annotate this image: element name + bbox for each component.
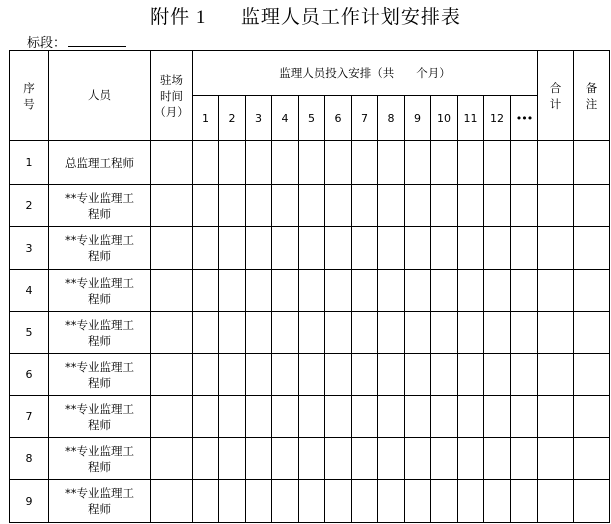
row-seq: 6 xyxy=(10,354,49,396)
row-seq: 8 xyxy=(10,438,49,480)
row-role: **专业监理工 程师 xyxy=(49,312,151,354)
row-cell xyxy=(151,312,193,354)
row-cell xyxy=(325,185,352,227)
row-cell xyxy=(378,312,405,354)
header-remark: 备 注 xyxy=(574,51,610,141)
row-cell xyxy=(193,438,219,480)
table-row xyxy=(10,141,610,185)
month-header-13: ••• xyxy=(511,96,538,141)
row-cell xyxy=(299,185,325,227)
row-cell xyxy=(325,480,352,523)
row-cell xyxy=(272,227,299,270)
header-seq: 序 号 xyxy=(10,51,49,141)
header-schedule xyxy=(193,51,538,96)
row-cell xyxy=(378,396,405,438)
section-label: 标段： xyxy=(27,35,67,50)
row-cell xyxy=(538,312,574,354)
month-header-8: 8 xyxy=(378,96,405,141)
staff-plan-table xyxy=(9,50,610,523)
row-cell xyxy=(151,480,193,523)
row-cell xyxy=(484,480,511,523)
row-cell xyxy=(246,312,272,354)
row-cell xyxy=(193,312,219,354)
row-cell xyxy=(151,270,193,312)
table-row xyxy=(10,227,610,270)
row-role: **专业监理工 程师 xyxy=(49,227,151,270)
row-cell xyxy=(325,354,352,396)
row-cell xyxy=(325,312,352,354)
row-cell xyxy=(272,312,299,354)
header-row-1 xyxy=(10,51,610,96)
month-header-2: 2 xyxy=(219,96,246,141)
row-cell xyxy=(378,354,405,396)
row-cell xyxy=(405,185,431,227)
row-role: **专业监理工 程师 xyxy=(49,185,151,227)
row-cell xyxy=(511,480,538,523)
row-cell xyxy=(193,480,219,523)
row-cell xyxy=(352,396,378,438)
row-cell xyxy=(484,185,511,227)
row-cell xyxy=(193,270,219,312)
row-cell xyxy=(219,141,246,185)
table-row xyxy=(10,480,610,523)
row-cell xyxy=(352,270,378,312)
row-cell xyxy=(431,141,458,185)
row-cell xyxy=(538,438,574,480)
row-cell xyxy=(299,227,325,270)
row-cell xyxy=(405,227,431,270)
row-cell xyxy=(458,227,484,270)
row-cell xyxy=(246,270,272,312)
row-cell xyxy=(538,141,574,185)
row-cell xyxy=(219,312,246,354)
row-cell xyxy=(325,141,352,185)
row-cell xyxy=(325,438,352,480)
section-label-line xyxy=(27,32,126,51)
row-cell xyxy=(299,270,325,312)
row-cell xyxy=(193,354,219,396)
row-cell xyxy=(352,185,378,227)
row-cell xyxy=(431,227,458,270)
row-cell xyxy=(574,396,610,438)
month-header-12: 12 xyxy=(484,96,511,141)
row-cell xyxy=(431,480,458,523)
row-cell xyxy=(193,141,219,185)
row-cell xyxy=(538,396,574,438)
row-cell xyxy=(246,354,272,396)
row-role: **专业监理工 程师 xyxy=(49,354,151,396)
row-cell xyxy=(405,270,431,312)
row-cell xyxy=(405,354,431,396)
row-cell xyxy=(458,480,484,523)
row-cell xyxy=(246,227,272,270)
row-cell xyxy=(193,396,219,438)
row-seq: 2 xyxy=(10,185,49,227)
month-header-4: 4 xyxy=(272,96,299,141)
row-cell xyxy=(378,480,405,523)
month-header-9: 9 xyxy=(405,96,431,141)
row-seq: 1 xyxy=(10,141,49,185)
table-row xyxy=(10,354,610,396)
row-cell xyxy=(352,438,378,480)
row-cell xyxy=(511,396,538,438)
row-cell xyxy=(405,480,431,523)
row-seq: 5 xyxy=(10,312,49,354)
row-cell xyxy=(219,438,246,480)
month-header-5: 5 xyxy=(299,96,325,141)
row-cell xyxy=(272,438,299,480)
row-cell xyxy=(272,185,299,227)
month-header-1: 1 xyxy=(193,96,219,141)
row-cell xyxy=(538,185,574,227)
row-cell xyxy=(272,396,299,438)
row-role: **专业监理工 程师 xyxy=(49,438,151,480)
row-cell xyxy=(299,354,325,396)
row-cell xyxy=(431,354,458,396)
header-onsite-time: 驻场 时间 （月） xyxy=(151,51,193,141)
row-cell xyxy=(246,185,272,227)
row-cell xyxy=(325,227,352,270)
row-cell xyxy=(151,396,193,438)
row-cell xyxy=(405,438,431,480)
table-row xyxy=(10,312,610,354)
row-cell xyxy=(574,141,610,185)
row-cell xyxy=(299,312,325,354)
row-cell xyxy=(219,270,246,312)
row-seq: 3 xyxy=(10,227,49,270)
row-cell xyxy=(325,396,352,438)
table-row xyxy=(10,270,610,312)
row-cell xyxy=(431,185,458,227)
row-cell xyxy=(511,141,538,185)
row-cell xyxy=(219,185,246,227)
row-cell xyxy=(219,480,246,523)
row-cell xyxy=(272,141,299,185)
row-cell xyxy=(325,270,352,312)
row-role: **专业监理工 程师 xyxy=(49,396,151,438)
row-cell xyxy=(151,354,193,396)
row-cell xyxy=(378,438,405,480)
row-cell xyxy=(352,141,378,185)
row-cell xyxy=(458,185,484,227)
row-cell xyxy=(574,270,610,312)
table-row xyxy=(10,438,610,480)
row-cell xyxy=(299,396,325,438)
month-header-11: 11 xyxy=(458,96,484,141)
table-row xyxy=(10,185,610,227)
row-cell xyxy=(352,480,378,523)
row-cell xyxy=(378,227,405,270)
row-cell xyxy=(378,270,405,312)
row-cell xyxy=(574,480,610,523)
row-cell xyxy=(299,480,325,523)
section-blank-line xyxy=(68,34,126,47)
row-seq: 4 xyxy=(10,270,49,312)
row-role: 总监理工程师 xyxy=(49,141,151,185)
row-cell xyxy=(458,396,484,438)
row-cell xyxy=(511,227,538,270)
row-cell xyxy=(219,227,246,270)
row-cell xyxy=(574,438,610,480)
row-cell xyxy=(458,312,484,354)
row-cell xyxy=(378,185,405,227)
row-cell xyxy=(151,185,193,227)
row-cell xyxy=(219,354,246,396)
row-cell xyxy=(538,270,574,312)
month-header-3: 3 xyxy=(246,96,272,141)
header-schedule-text: 监理人员投入安排（共 个月） xyxy=(279,65,451,80)
row-cell xyxy=(484,312,511,354)
row-cell xyxy=(431,438,458,480)
row-cell xyxy=(246,396,272,438)
row-cell xyxy=(484,227,511,270)
row-cell xyxy=(458,354,484,396)
row-cell xyxy=(538,354,574,396)
row-cell xyxy=(574,185,610,227)
row-cell xyxy=(151,227,193,270)
row-seq: 9 xyxy=(10,480,49,523)
row-cell xyxy=(511,354,538,396)
row-cell xyxy=(272,270,299,312)
row-cell xyxy=(431,270,458,312)
row-cell xyxy=(378,141,405,185)
row-cell xyxy=(484,141,511,185)
month-header-7: 7 xyxy=(352,96,378,141)
row-cell xyxy=(458,141,484,185)
row-cell xyxy=(484,438,511,480)
row-cell xyxy=(246,480,272,523)
table-row xyxy=(10,396,610,438)
row-cell xyxy=(405,312,431,354)
row-role: **专业监理工 程师 xyxy=(49,480,151,523)
row-cell xyxy=(272,354,299,396)
row-cell xyxy=(458,438,484,480)
month-header-6: 6 xyxy=(325,96,352,141)
row-seq: 7 xyxy=(10,396,49,438)
row-cell xyxy=(431,312,458,354)
row-cell xyxy=(538,227,574,270)
row-cell xyxy=(484,270,511,312)
row-cell xyxy=(246,438,272,480)
row-cell xyxy=(193,227,219,270)
row-cell xyxy=(352,354,378,396)
row-cell xyxy=(151,438,193,480)
row-cell xyxy=(405,141,431,185)
row-cell xyxy=(151,141,193,185)
row-cell xyxy=(299,141,325,185)
row-cell xyxy=(272,480,299,523)
row-cell xyxy=(219,396,246,438)
row-role: **专业监理工 程师 xyxy=(49,270,151,312)
row-cell xyxy=(458,270,484,312)
row-cell xyxy=(511,185,538,227)
row-cell xyxy=(574,312,610,354)
row-cell xyxy=(538,480,574,523)
month-header-10: 10 xyxy=(431,96,458,141)
row-cell xyxy=(352,227,378,270)
row-cell xyxy=(352,312,378,354)
document-title: 附件 1 监理人员工作计划安排表 xyxy=(150,7,461,28)
row-cell xyxy=(193,185,219,227)
header-person: 人员 xyxy=(49,51,151,141)
row-cell xyxy=(246,141,272,185)
row-cell xyxy=(484,396,511,438)
row-cell xyxy=(511,438,538,480)
row-cell xyxy=(511,312,538,354)
row-cell xyxy=(484,354,511,396)
row-cell xyxy=(511,270,538,312)
row-cell xyxy=(574,227,610,270)
row-cell xyxy=(431,396,458,438)
row-cell xyxy=(574,354,610,396)
row-cell xyxy=(405,396,431,438)
header-total: 合 计 xyxy=(538,51,574,141)
row-cell xyxy=(299,438,325,480)
